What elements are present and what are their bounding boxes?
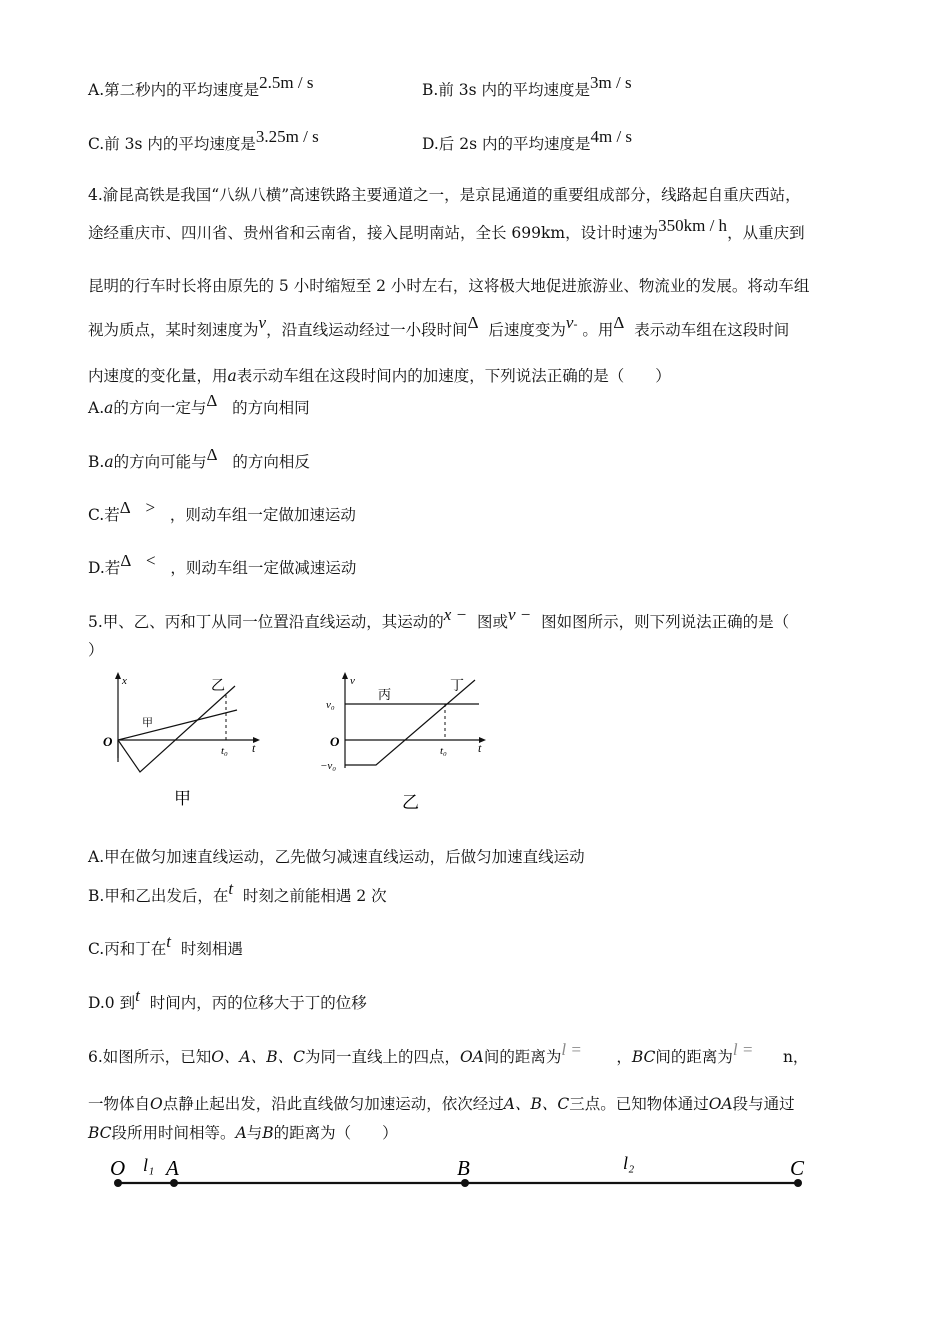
q4-option-d-op: < — [146, 551, 156, 570]
q3-option-b — [422, 73, 632, 100]
q5-line-1-c: 图如图所示，则下列说法正确的是（ — [541, 613, 790, 631]
q4-option-c-post: ，则动车组一定做加速运动 — [169, 506, 356, 524]
q6-label-l2: l₂ — [623, 1153, 635, 1173]
q6-line-3-b: 与 — [246, 1124, 263, 1142]
fig2-t0: t₀ — [440, 745, 447, 757]
q6-abc: A、B、C — [503, 1095, 570, 1113]
fig1-y-arrow — [115, 672, 121, 679]
q3-option-a — [88, 73, 314, 100]
q4-option-b-mid: 的方向可能与 — [113, 453, 207, 471]
q3-option-c — [88, 127, 319, 154]
q6-a: A — [235, 1124, 247, 1142]
q4-option-a-sym: Δ — [206, 391, 218, 410]
q4-line-5-b: 表示动车组在这段时间内的加速度，下列说法正确的是（ ） — [236, 367, 671, 385]
fig1-yi-line — [118, 686, 235, 772]
q5-option-b-t: t — [228, 879, 234, 898]
q6-label-a: A — [166, 1156, 179, 1180]
q6-line-3-c: 的距离为（ ） — [273, 1124, 398, 1142]
q6-label-l1: l₁ — [143, 1155, 155, 1175]
q4-option-a — [88, 391, 310, 418]
q4-line-4 — [88, 313, 790, 340]
q3-option-a-text: A.第二秒内的平均速度是 — [88, 81, 260, 99]
q5-option-b-pre: B.甲和乙出发后，在 — [88, 887, 229, 905]
q6-line-2-c: 三点。已知物体通过 — [569, 1095, 709, 1113]
fig1-t0: t₀ — [221, 745, 228, 757]
q4-line-5 — [88, 364, 671, 386]
q4-line-5-a: 内速度的变化量，用 — [88, 367, 228, 385]
fig2-origin: O — [330, 734, 340, 749]
fig2-v0: v₀ — [326, 699, 335, 711]
q4-option-b-post: 的方向相反 — [232, 453, 310, 471]
q4-option-d-pre: D.若 — [88, 559, 121, 577]
q6-o: O — [150, 1095, 163, 1113]
q4-option-d — [88, 551, 357, 578]
q5-line-1 — [88, 605, 790, 632]
q4-line-4-f: 表示动车组在这段时间 — [634, 321, 790, 339]
q6-point-c — [794, 1179, 802, 1187]
q4-v1: v — [258, 313, 267, 332]
q6-line-1-a: 6.如图所示，已知 — [88, 1048, 212, 1066]
fig1-jia-line — [118, 710, 237, 740]
q4-option-a-var: a — [104, 399, 114, 417]
q3-option-b-text: B.前 3s 内的平均速度是 — [422, 81, 590, 99]
q4-delta-1: Δ — [467, 313, 479, 332]
q4-line-3: 昆明的行车时长将由原先的 5 小时缩短至 2 小时左右，这将极大地促进旅游业、物流业的发展。将动车组 — [88, 277, 810, 295]
q6-line-3-var: BC — [88, 1124, 112, 1142]
q5-option-d-pre: D.0 到 — [88, 994, 136, 1012]
q4-option-c-pre: C.若 — [88, 506, 120, 524]
q3-option-d — [422, 127, 633, 154]
q4-line-1: 4.渝昆高铁是我国“八纵八横”高速铁路主要通道之一，是京昆通道的重要组成部分，线路起自重庆西站， — [88, 186, 801, 204]
q6-figure-line — [100, 1148, 820, 1198]
q6-line-2 — [88, 1092, 795, 1114]
q4-option-b — [88, 445, 310, 472]
q6-line-1-e: 间的距离为 — [655, 1048, 733, 1066]
q5-option-b-post: 时刻之前能相遇 2 次 — [242, 887, 387, 905]
q5-option-d-post: 时间内，丙的位移大于丁的位移 — [149, 994, 367, 1012]
q5-option-d — [88, 986, 367, 1013]
fig1-yi-label: 乙 — [211, 679, 225, 694]
q3-option-a-value: 2.5m / s — [259, 73, 314, 92]
q4-v2: v — [565, 313, 574, 332]
q6-point-b — [461, 1179, 469, 1187]
fig1-jia-label: 甲 — [142, 717, 153, 729]
q6-bc: BC — [631, 1048, 656, 1066]
q4-option-b-pre: B. — [88, 453, 105, 471]
q6-line-2-b: 点静止起出发，沿此直线做匀加速运动，依次经过 — [162, 1095, 504, 1113]
q5-v: v − — [507, 605, 532, 624]
q5-line-2: ） — [88, 641, 104, 659]
q4-option-a-pre: A. — [88, 399, 105, 417]
q6-oa: OA — [459, 1048, 484, 1066]
q4-line-4-a: 视为质点，某时刻速度为 — [88, 321, 259, 339]
q5-x: x − — [443, 605, 468, 624]
q5-figure-yi — [310, 668, 510, 818]
q4-line-2 — [88, 216, 805, 243]
q4-v2-sub: - — [573, 317, 578, 331]
q3-option-c-value: 3.25m / s — [255, 127, 319, 146]
q6-line-1 — [88, 1040, 809, 1067]
q6-line-3 — [88, 1121, 398, 1143]
fig1-caption: 甲 — [174, 789, 191, 808]
fig2-ding-label: 丁 — [450, 679, 464, 694]
q3-option-d-text: D.后 2s 内的平均速度是 — [422, 135, 591, 153]
q5-line-1-b: 图或 — [476, 613, 508, 631]
q6-label-b: B — [457, 1156, 470, 1180]
fig2-negv0: −v₀ — [320, 760, 337, 772]
q3-option-c-text: C.前 3s 内的平均速度是 — [88, 135, 256, 153]
fig2-ylabel: v — [350, 675, 355, 687]
fig1-xlabel: t — [252, 741, 256, 755]
q5-option-c-post: 时刻相遇 — [180, 940, 243, 958]
q6-line-1-d: ， — [616, 1048, 632, 1066]
q5-option-c-t: t — [166, 932, 171, 951]
q6-line-3-a: 段所用时间相等。 — [111, 1124, 236, 1142]
q4-line-4-e: 。用 — [582, 321, 614, 339]
fig2-bing-label: 丙 — [378, 687, 392, 702]
q6-line-2-d: 段与通过 — [732, 1095, 795, 1113]
q4-line-5-a-var: a — [227, 367, 237, 385]
q6-label-o: O — [110, 1156, 126, 1180]
q6-point-a — [170, 1179, 178, 1187]
q4-line-2-b: ，从重庆到 — [727, 224, 805, 242]
q5-line-1-a: 5.甲、乙、丙和丁从同一位置沿直线运动，其运动的 — [88, 613, 444, 631]
q6-label-c: C — [790, 1156, 805, 1180]
q4-line-4-c: 后速度变为 — [488, 321, 566, 339]
q5-figure-jia — [96, 668, 276, 818]
q4-option-d-post: ，则动车组一定做减速运动 — [170, 559, 357, 577]
q6-line-1-c: 间的距离为 — [483, 1048, 562, 1066]
q6-line-1-f: n， — [782, 1048, 809, 1066]
fig2-caption: 乙 — [402, 793, 419, 812]
q6-b: B — [262, 1124, 274, 1142]
q6-point-o — [114, 1179, 122, 1187]
q5-option-d-t: t — [135, 986, 140, 1005]
q4-option-c — [88, 498, 356, 525]
q6-line-2-a: 一物体自 — [88, 1095, 151, 1113]
q4-speed: 350km / h — [658, 216, 728, 235]
q4-option-d-sym: Δ — [120, 551, 132, 570]
q6-line-1-b: 为同一直线上的四点， — [304, 1048, 460, 1066]
q6-l1-eq: l = — [561, 1040, 582, 1059]
q6-points: O、A、B、C — [211, 1048, 305, 1066]
q4-option-a-mid: 的方向一定与 — [113, 399, 207, 417]
fig1-origin: O — [103, 734, 113, 749]
q5-option-c — [88, 932, 243, 959]
fig2-xlabel: t — [478, 741, 482, 755]
q5-option-b — [88, 879, 387, 906]
q5-option-a: A.甲在做匀加速直线运动，乙先做匀减速直线运动，后做匀加速直线运动 — [88, 848, 585, 866]
q4-line-4-b: ，沿直线运动经过一小段时间 — [266, 321, 468, 339]
q3-option-d-value: 4m / s — [590, 127, 633, 146]
fig2-y-arrow — [342, 672, 348, 679]
q4-option-b-sym: Δ — [206, 445, 218, 464]
q6-l2-eq: l = — [732, 1040, 754, 1059]
fig1-ylabel: x — [122, 675, 127, 687]
q4-delta-2: Δ — [613, 313, 625, 332]
q3-option-b-value: 3m / s — [590, 73, 632, 92]
q4-option-a-post: 的方向相同 — [232, 399, 310, 417]
q4-line-2-a: 途经重庆市、四川省、贵州省和云南省，接入昆明南站，全长 699km，设计时速为 — [88, 224, 659, 242]
q4-option-c-op: > — [145, 498, 156, 517]
q5-option-c-pre: C.丙和丁在 — [88, 940, 167, 958]
q4-option-c-sym: Δ — [119, 498, 131, 517]
q6-oa-2: OA — [708, 1095, 733, 1113]
q4-option-b-var: a — [104, 453, 114, 471]
